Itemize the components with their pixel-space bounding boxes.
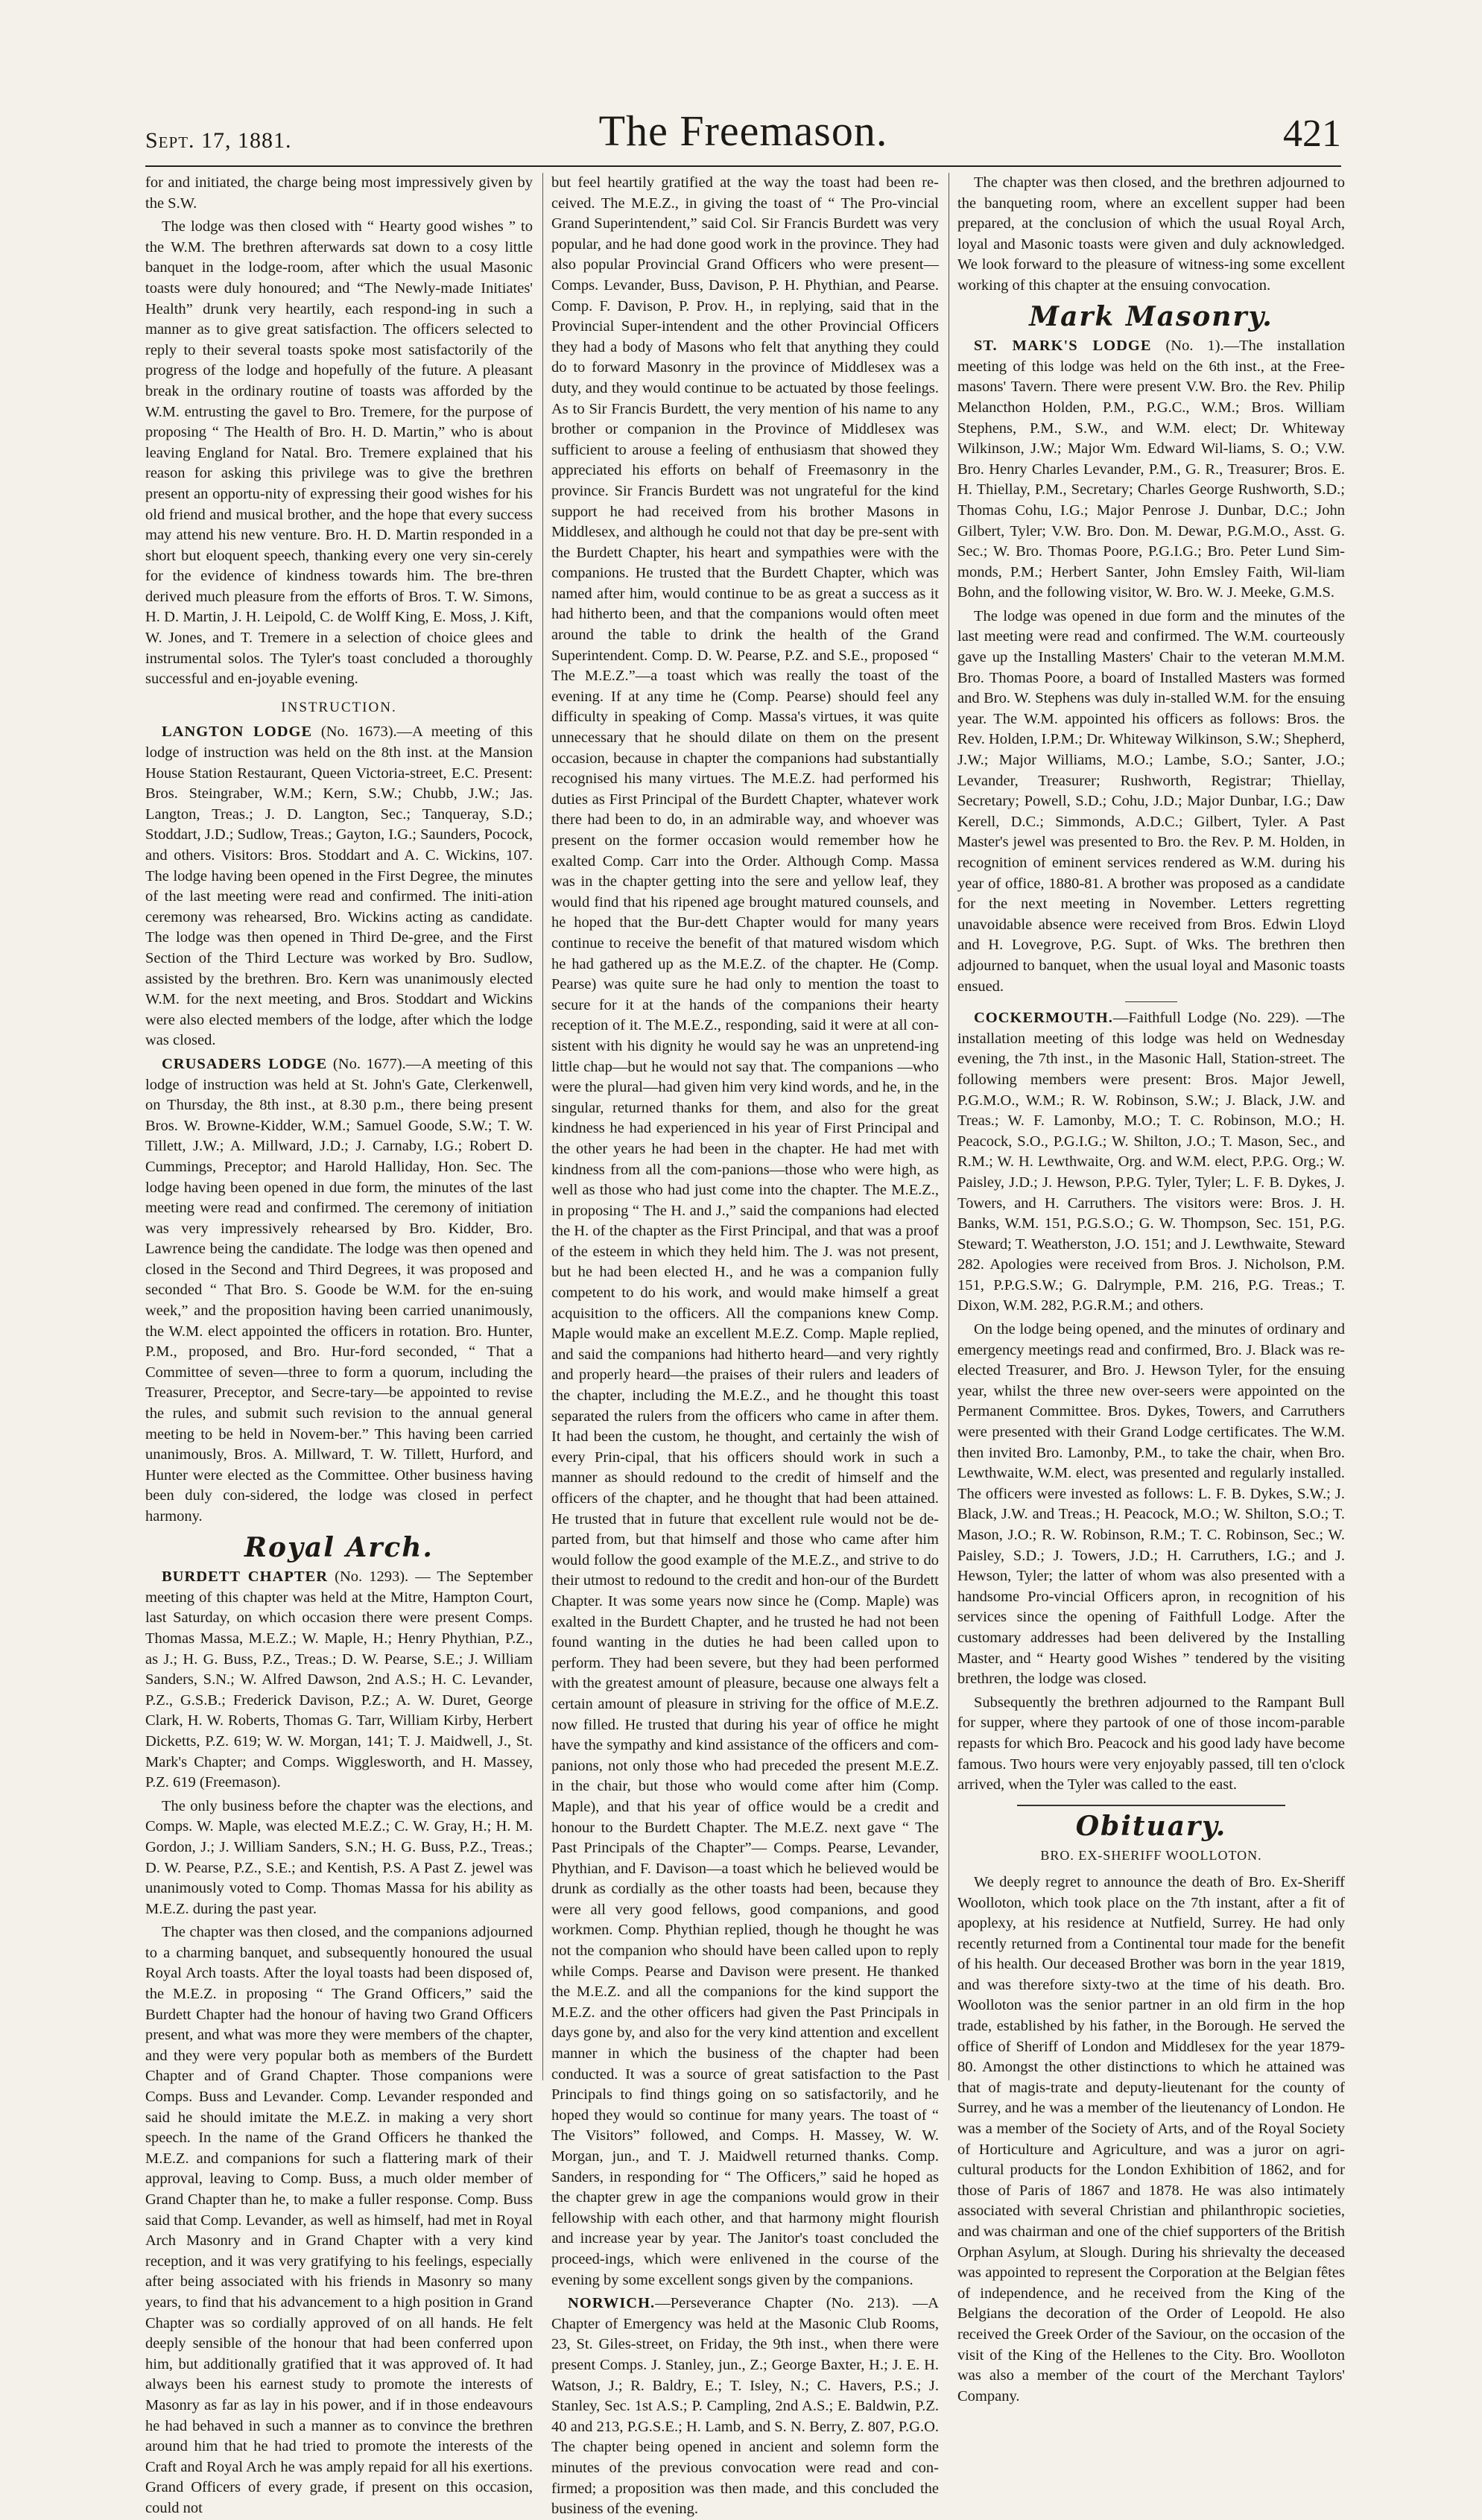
paragraph-text: (No. 1293). — The September meeting of this chapter was held at the Mitre, Hampton Court, last Saturday, on which occasion there were present Comps. Thomas Massa, M.E.Z.; W. Maple, H.; Henry Phythian, P.Z., as J.; H. G. Buss, P.Z., Treas.; D. W. Pearse, S.E.; J. William Sanders, S.N.; W. Alfred Dawson, 2nd A.S.; H. C. Levander, P.Z., G.S.B.; Frederick Davison, P.Z.; A. W. Duret, George Clark, H. W. Roberts, Thomas G. Tarr, William Kirby, Herbert Dicketts, P.Z. 619; W. W. Morgan, 141; T. J. Maidwell, J., St. Mark's Chapter; and Comps. Wigglesworth, and H. Massey, P.Z. 619 (Freemason). <box>145 1568 533 1791</box>
paragraph-text: The chapter was then closed, and the companions adjourned to a charming banquet, and subsequently honoured the usual Royal Arch toasts. After the loyal toasts had been disposed of, the M.E.Z. in proposing “ The Grand Officers,” said the Burdett Chapter had the honour of having two Grand Officers present, and what was more they were members of the chapter, and they were very popular both as members of the Burdett Chapter and of Grand Chapter. Those companions were Comps. Buss and Levander. Comp. Levander responded and said he should imitate the M.E.Z. in making a very short speech. In the name of the Grand Officers he thanked the M.E.Z. and companions for such a flattering mark of their approval, leaving to Comp. Buss, a much older member of Grand Chapter than he, to make a fuller response. Comp. Buss said that Comp. Levander, as well as himself, had met in Royal Arch Masonry and in Grand Chapter with a very kind reception, and it was very gratifying to his feelings, especially after being associated with his friends in Masonry so many years, to find that his advancement to a high position in Grand Chapter was so cordially approved of on all hands. He felt deeply sensible of the honour that had been conferred upon him, but additionally gratified that it was approved of. It had always been his earnest study to promote the interests of Masonry as far as lay in his power, and if in those endeavours he had behaved in such a manner as to convince the brethren around him that he had tried to promote the interests of the Craft and Royal Arch he was amply repaid for all his exertions. Grand Officers of every grade, if present on this occasion, could not <box>145 1924 533 2516</box>
paragraph-text: Subsequently the brethren adjourned to the Rampant Bull for supper, where they partook of one of those incom-parable repasts for which Bro. Peacock and his good lady have become famous. Two hours were very enjoyably passed, till ten o'clock arrived, when the Tyler was called to the east. <box>957 1694 1345 1794</box>
article-paragraph <box>957 336 1345 604</box>
paragraph-text: for and initiated, the charge being most impressively given by the S.W. <box>145 174 533 212</box>
paragraph-text: (No. 1673).—A meeting of this lodge of instruction was held on the 8th inst. at the Mansion House Station Restaurant, Queen Victoria-street, E.C. Present: Bros. Steingraber, W.M.; Kern, S.W.; Chubb, J.W.; Jas. Langton, Treas.; J. D. Langton, Sec.; Tanqueray, S.D.; Stoddart, J.D.; Sudlow, Treas.; Gayton, I.G.; Saunders, Pocock, and others. Visitors: Bros. Stoddart and A. C. Wickins, 107. The lodge having been opened in the First Degree, the minutes of the last meeting were read and confirmed. The initi-ation ceremony was rehearsed, Bro. Wickins acting as candidate. The lodge was then opened in Third De-gree, and the First Section of the Third Lecture was worked by Bro. Sudlow, assisted by the brethren. Bro. Kern was unanimously elected W.M. for the next meeting, and Bros. Stoddart and Wickins were also elected members of the lodge, after which the lodge was closed. <box>145 724 533 1049</box>
article-paragraph <box>145 722 533 1051</box>
paragraph-text: The only business before the chapter was the elections, and Comps. W. Maple, was elected M.E.Z.; C. W. Gray, H.; H. M. Gordon, J.; J. William Sanders, S.N.; H. G. Buss, P.Z., Treas.; D. W. Pearse, P.Z., S.E.; and Kentish, P.S. A Past Z. jewel was unanimously voted to Comp. Thomas Massa for his ability as M.E.Z. during the past year. <box>145 1797 533 1917</box>
report-heading: ST. MARK'S LODGE <box>974 338 1152 355</box>
article-paragraph <box>957 1693 1345 1796</box>
paragraph-text: The lodge was then closed with “ Hearty good wishes ” to the W.M. The brethren afterwards sat down to a cosy little banquet in the lodge-room, after which the usual Masonic toasts were duly honoured; and “The Newly-made Initiates' Health” drunk very heartily, each respond-ing in such a manner as to give great satisfaction. The officers selected to reply to their several toasts spoke most satisfactorily of the progress of the lodge and hopefully of the future. A pleasant break in the ordinary routine of toasts was afforded by the W.M. entrusting the gavel to Bro. Tremere, for the purpose of proposing “ The Health of Bro. H. D. Martin,” who is about leaving England for Natal. Bro. Tremere explained that his reason for asking this privilege was to give the brethren present an opportu-nity of expressing their good wishes for his old friend and musical brother, and the hope that every success may attend his new venture. Bro. H. D. Martin responded in a short but eloquent speech, thanking every one very sin-cerely for the evidence of kindness towards him. The bre-thren derived much pleasure from the efforts of Bros. T. W. Simons, H. D. Martin, J. H. Leipold, C. de Wolff King, E. Moss, J. Kift, W. Jones, and T. Tremere in a selection of choice glees and instrumental solos. The Tyler's toast concluded a thoroughly successful and en-joyable evening. <box>145 218 533 688</box>
report-heading: BURDETT CHAPTER <box>162 1568 329 1586</box>
article-paragraph <box>957 1008 1345 1317</box>
page-number: 421 <box>1283 113 1341 155</box>
paragraph-text: On the lodge being opened, and the minutes of ordinary and emergency meetings read and confirmed, Bro. J. Black was re-elected Treasurer, and Bro. J. Hewson Tyler, for the ensuing year, whilst the three new over-seers were appointed on the Permanent Committee. Bros. Dykes, Towers, and Carruthers were presented with their Grand Lodge certificates. The W.M. then invited Bro. Lamonby, P.M., to take the chair, when Bro. Lewthwaite, W.M. elect, was presented and regularly installed. The officers were invested as follows: L. F. B. Dykes, S.W.; J. Black, J.W. and Treas.; H. Peacock, M.O.; W. Shilton, S.O.; T. Mason, J.O.; R. W. Robinson, R.M.; T. C. Robinson, Sec.; W. Paisley, S.D.; J. Towers, J.D.; H. Carruthers, I.G.; and J. Hewson, Tyler; the latter of whom was also presented with a handsome Pro-vincial Officers apron, in recognition of his services since the opening of Faithfull Lodge. After the customary addresses had been delivered by the Installing Master, and “ Hearty good Wishes ” tendered by the visiting brethren, the lodge was closed. <box>957 1321 1345 1688</box>
article-paragraph <box>957 607 1345 997</box>
column-1 <box>145 173 533 2516</box>
paragraph-text: We deeply regret to announce the death of Bro. Ex-Sheriff Woolloton, which took place on the 7th instant, after a fit of apoplexy, at his residence at Nutfield, Surrey. He had only recently returned from a Continental tour made for the benefit of his health. Our deceased Brother was born in the year 1819, and was therefore sixty-two at the time of his death. Bro. Woolloton was the senior partner in an old firm in the hop trade, established by his father, in the Borough. He served the office of Sheriff of London and Middlesex for the year 1879-80. Amongst the other distinctions to which he attained was that of magis-trate and deputy-lieutenant for the county of Surrey, and he was a member of the lieutenancy of London. He was a member of the Society of Arts, and of the Royal Society of Horticulture and Agriculture, and was a juror on agri-cultural products for the London Exhibition of 1862, and for those of Paris of 1867 and 1878. He was also intimately associated with several Christian and philanthropic societies, and was chairman and one of the chief supporters of the British Orphan Asylum, at Slough. During his shrievalty the deceased was appointed to represent the Corporation at the Belgian fêtes of independence, and he received from the King of the Belgians the decoration of the Order of Leopold. He also received the Greek Order of the Saviour, on the occasion of the visit of the King of the Hellenes to the City. Bro. Woolloton was also a member of the court of the Merchant Taylors' Company. <box>957 1873 1345 2405</box>
newspaper-title: The Freemason. <box>598 107 888 155</box>
section-heading: Mark Masonry. <box>1029 300 1273 332</box>
article-paragraph <box>957 1872 1345 2407</box>
header-rule <box>145 165 1341 167</box>
paragraph-text: —Faithfull Lodge (No. 229). —The installation meeting of this lodge was held on Wednesday evening, the 7th inst., in the Masonic Hall, Station-street. The following members were present: Bros. Major Jewell, P.G.M.O., W.M.; R. W. Robinson, S.W.; J. Black, J.W. and Treas.; W. F. Lamonby, M.O.; T. C. Robinson, M.O.; H. Peacock, S.O., P.G.I.G.; W. Shilton, J.O.; T. Mason, Sec., and R.M.; W. H. Lewthwaite, Org. and W.M. elect, P.P.G. Org.; W. Paisley, J.D.; J. Hewson, P.P.G. Tyler, Tyler; L. F. B. Dykes, J. Towers, and H. Carruthers. The visitors were: Bros. J. H. Banks, W.M. 151, P.G.S.O.; G. W. Thompson, Sec. 151, P.G. Steward; T. Weatherston, J.O. 151; and J. Lewthwaite, Steward 282. Apologies were received from Bros. J. Nicholson, P.M. 151, P.P.G.S.W.; G. Dalrymple, P.M. 216, P.G. Treas.; T. Dixon, W.M. 282, P.G.R.M.; and others. <box>957 1010 1345 1314</box>
report-heading: CRUSADERS LODGE <box>162 1055 328 1072</box>
article-paragraph <box>551 173 939 2291</box>
obituary-name: BRO. EX-SHERIFF WOOLLOTON. <box>1040 1848 1262 1864</box>
column-2 <box>551 173 939 2518</box>
article-paragraph <box>145 173 533 214</box>
divider <box>1017 1805 1285 1806</box>
column-3 <box>957 173 1345 2405</box>
paragraph-text: (No. 1).—The installation meeting of this lodge was held on the 6th inst., at the Free-masons' Tavern. There were present V.W. Bro. the Rev. Philip Melancthon Holden, P.M., P.G.C., W.M.; Bros. William Stephens, P.M., S.W., and W.M. elect; Dr. Whiteway Wilkinson, J.W.; Major Wm. Edward Wil-liams, S. O.; V.W. Bro. Henry Charles Levander, P.M., G. R., Treasurer; Bros. E. H. Thiellay, P.M., Secretary; Charles George Rushworth, S.D.; Thomas Cohu, I.G.; Major Penrose J. Dunbar, D.C.; John Gilbert, Tyler; V.W. Bro. Don. M. Dewar, P.G.M.O., Asst. G. Sec.; W. Bro. Thomas Poore, P.G.I.G.; Bro. Peter Lund Sim-monds, P.M.; Herbert Santer, John Emsley Faith, Wil-liam Bohn, and the following visitor, W. Bro. W. J. Meeke, G.M.S. <box>957 338 1345 601</box>
section-heading: Obituary. <box>1075 1810 1227 1842</box>
report-heading: COCKERMOUTH. <box>974 1010 1113 1027</box>
article-paragraph <box>957 1320 1345 1690</box>
paragraph-text: (No. 1677).—A meeting of this lodge of instruction was held at St. John's Gate, Clerkenwell, on Thursday, the 8th inst., at 8.30 p.m., there being present Bros. W. Browne-Kidder, W.M.; Samuel Goode, S.W.; T. W. Tillett, J.W.; A. Millward, J.D.; J. Carnaby, I.G.; Robert D. Cummings, Preceptor; and Harold Halliday, Hon. Sec. The lodge having been opened in due form, the minutes of the last meeting were read and confirmed. The ceremony of initiation was very impressively rehearsed by Bro. Kidder, Bro. Lawrence being the candidate. The lodge was then opened and closed in the Second and Third Degrees, it was proposed and seconded “ That Bro. S. Goode be W.M. for the en-suing week,” and the proposition having been carried unanimously, the W.M. elect appointed the officers in rotation. Bro. Hunter, P.M., proposed, and Bro. Hur-ford seconded, “ That a Committee of seven—three to form a quorum, including the Treasurer, Preceptor, and Secre-tary—be appointed to revise the rules, and submit such revision to the annual general meeting to be held in Novem-ber.” This having been carried unanimously, Bros. A. Millward, T. W. Tillett, Hurford, and Hunter were elected as the Committee. Other business having been duly con-sidered, the lodge was closed in perfect harmony. <box>145 1055 533 1525</box>
sub-heading: INSTRUCTION. <box>281 699 397 715</box>
article-paragraph <box>145 1567 533 1794</box>
masthead <box>145 104 1341 164</box>
article-paragraph <box>145 1796 533 1920</box>
paragraph-text: The chapter was then closed, and the brethren adjourned to the banqueting room, where an excellent supper had been prepared, at the conclusion of which the usual Royal Arch, loyal and Masonic toasts were given and duly acknowledged. We look forward to the pleasure of witness-ing some excellent working of this chapter at the ensuing convocation. <box>957 174 1345 294</box>
column-divider <box>542 173 543 2080</box>
paragraph-text: The lodge was opened in due form and the minutes of the last meeting were read and confirmed. The W.M. courteously gave up the Installing Masters' Chair to the veteran M.M.M. Bro. Thomas Poore, a board of Installed Masters was formed and Bro. W. Stephens was duly in-stalled W.M. for the ensuing year. The W.M. appointed his officers as follows: Bros. the Rev. Holden, I.P.M.; Dr. Whiteway Wilkinson, S.W.; Shepherd, J.W.; Major Williams, M.O.; Lambe, S.O.; Santer, J.O.; Levander, Treasurer; Rushworth, Registrar; Thiellay, Secretary; Powell, S.D.; Cohu, J.D.; Major Dunbar, I.G.; Daw Kerell, D.C.; Simmonds, A.D.C.; Gilbert, Tyler. A Past Master's jewel was presented to Bro. the Rev. P. M. Holden, in recognition of eminent services rendered as W.M. during his year of office, 1880-81. A brother was proposed as a candidate for the next meeting in November. Letters regretting unavoidable absence were received from Bros. Edwin Lloyd and H. Lovegrove, P.G. Supt. of Wks. The brethren then adjourned to banquet, when the usual loyal and Masonic toasts ensued. <box>957 607 1345 995</box>
article-paragraph <box>551 2293 939 2520</box>
article-paragraph <box>145 217 533 690</box>
section-heading: Royal Arch. <box>244 1531 434 1563</box>
article-paragraph <box>145 1054 533 1527</box>
report-heading: LANGTON LODGE <box>162 724 313 741</box>
issue-date: Sept. 17, 1881. <box>145 128 292 153</box>
paragraph-text: but feel heartily gratified at the way the toast had been re-ceived. The M.E.Z., in giving the toast of “ The Pro-vincial Grand Superintendent,” said Col. Sir Francis Burdett was very popular, and he had done good work in the province. They had also popular Provincial Grand Officers who were present—Comps. Levander, Buss, Davison, P. H. Phythian, and Pearse. Comp. F. Davison, P. Prov. H., in replying, said that in the Provincial Super-intendent and the other Provincial Officers they had a body of Masons who felt that anything they could do to forward Masonry in the province of Middlesex was a duty, and they would continue to be actuated by those feelings. As to Sir Francis Burdett, the very mention of his name to any brother or companion in the Province of Middlesex was sufficient to arouse a feeling of enthusiasm that showed they appreciated his efforts on behalf of Freemasonry in the province. Sir Francis Burdett was not ungrateful for the kind support he had received from his brother Masons in Middlesex, and although he could not that day be pre-sent with the Burdett Chapter, his heart and sympathies were with the companions. He trusted that the Burdett Chapter, which was named after him, would continue to be as great a success as it had hitherto been, and that the companions would often meet around the table to drink the health of the Grand Superintendent. Comp. D. W. Pearse, P.Z. and S.E., proposed “ The M.E.Z.”—a toast which was really the toast of the evening. If at any time he (Comp. Pearse) should feel any difficulty in speaking of Comp. Massa's virtues, it was quite unnecessary that he should dilate on them on the present occasion, because in chapter the companions had substantially recognised his many virtues. The M.E.Z. had performed his duties as First Principal of the Burdett Chapter, whatever work there had been to do, in an admirable way, and whoever was present on the former occasion would remember how he exalted Comp. Carr into the Order. Although Comp. Massa was in the chapter getting into the sere and yellow leaf, they would find that his ripened age brought matured counsels, and he hoped that the Bur-dett Chapter would for many years continue to receive the benefit of that matured wisdom which he had gathered up as the M.E.Z. of the chapter. He (Comp. Pearse) was quite sure he had only to mention the toast to secure for it at the hands of the companions their hearty reception of it. The M.E.Z., responding, said it were at all con-sistent with his dignity he would say he was an unpretend-ing little chap—but he would not say that. The companions —who were the plural—had given him very kind words, and he, in the singular, returned thanks for them, and also for the great kindness he had experienced in his year of First Principal and the other years he had been in the chapter. He had met with kindness from all the com-panions—those who were high, as well as those who had just come into the chapter. The M.E.Z., in proposing “ The H. and J.,” said the companions had elected the H. of the chapter as the First Principal, and that was a proof of the esteem in which they held him. The J. was not present, but he had been elected H., and he was a companion fully competent to do his work, and would make himself a great acquisition to the officers. All the companions knew Comp. Maple would make an excellent M.E.Z. Comp. Maple replied, and said the companions had hitherto heard—and very rightly and properly heard—the praises of their rulers and leaders of the chapter, including the M.E.Z., and he thought this toast separated the rulers from the officers who came in after them. It had been the custom, he thought, and certainly the wish of every Prin-cipal, that his officers should work in such a manner as should redound to the credit of himself and the officers of the chapter, and he thought that had been attained. He trusted that in future that excellent rule would not be de-parted from, but that himself and those who came after him would follow the good example of the M.E.Z., and strive to do their utmost to redound to the credit and hon-our of the Burdett Chapter. It was some years now since he (Comp. Maple) was exalted in the Burdett Chapter, and he trusted he had not been found wanting in the duties he had been called upon to perform. They had been severe, but they had been performed with the greatest amount of pleasure, because one always felt a certain amount of pleasure in striving for the office of M.E.Z. now filled. He trusted that during his year of office he might have the sympathy and kind assistance of the officers and com-panions, not only those who had preceded the present M.E.Z. in the chair, but those who would come after him (Comp. Maple), and that his year of office would be a credit and honour to the Burdett Chapter. The M.E.Z. next gave “ The Past Principals of the Chapter”— Comps. Pearse, Levander, Phythian, and F. Davison—a toast which he believed would be drunk as cordially as the other toasts had been, because they were all very good fellows, good companions, and good workmen. Comp. Phythian replied, though he thought he was not the companion who should have been called upon to reply while Comps. Pearse and Davison were present. He thanked the M.E.Z. and all the companions for the kind support the M.E.Z. and the other officers had given the Past Principals in days gone by, and also for the very kind attention and excellent manner in which the business of the chapter had been conducted. It was a source of great satisfaction to the Past Principals to find things going on so satisfactorily, and he hoped they would so continue for many years. The toast of “ The Visitors” followed, and Comps. H. Massey, W. W. Morgan, jun., and T. J. Maidwell returned thanks. Comp. Sanders, in responding for “ The Officers,” said he hoped as the chapter grew in age the companions would grow in their fellowship with each other, and that harmony might flourish and increase year by year. The Janitor's toast concluded the proceed-ings, which were enlivened in the course of the evening by some excellent songs given by the companions. <box>551 174 939 2288</box>
report-heading: NORWICH. <box>568 2295 656 2312</box>
article-paragraph <box>957 173 1345 297</box>
divider <box>1125 1001 1177 1002</box>
paragraph-text: —Perseverance Chapter (No. 213). —A Chapter of Emergency was held at the Masonic Club Rooms, 23, St. Giles-street, on Friday, the 9th inst., when there were present Comps. J. Stanley, jun., Z.; George Baxter, H.; J. E. H. Watson, J.; R. Baldry, E.; T. Isley, N.; C. Havers, P.S.; J. Stanley, Sec. 1st A.S.; P. Campling, 2nd A.S.; E. Baldwin, P.Z. 40 and 213, P.G.S.E.; H. Lamb, and S. N. Berry, Z. 807, P.G.O. The chapter being opened in ancient and solemn form the minutes of the previous convocation were read and con-firmed; a proposition was then made, and this concluded the business of the evening. <box>551 2295 939 2518</box>
article-paragraph <box>145 1922 533 2519</box>
